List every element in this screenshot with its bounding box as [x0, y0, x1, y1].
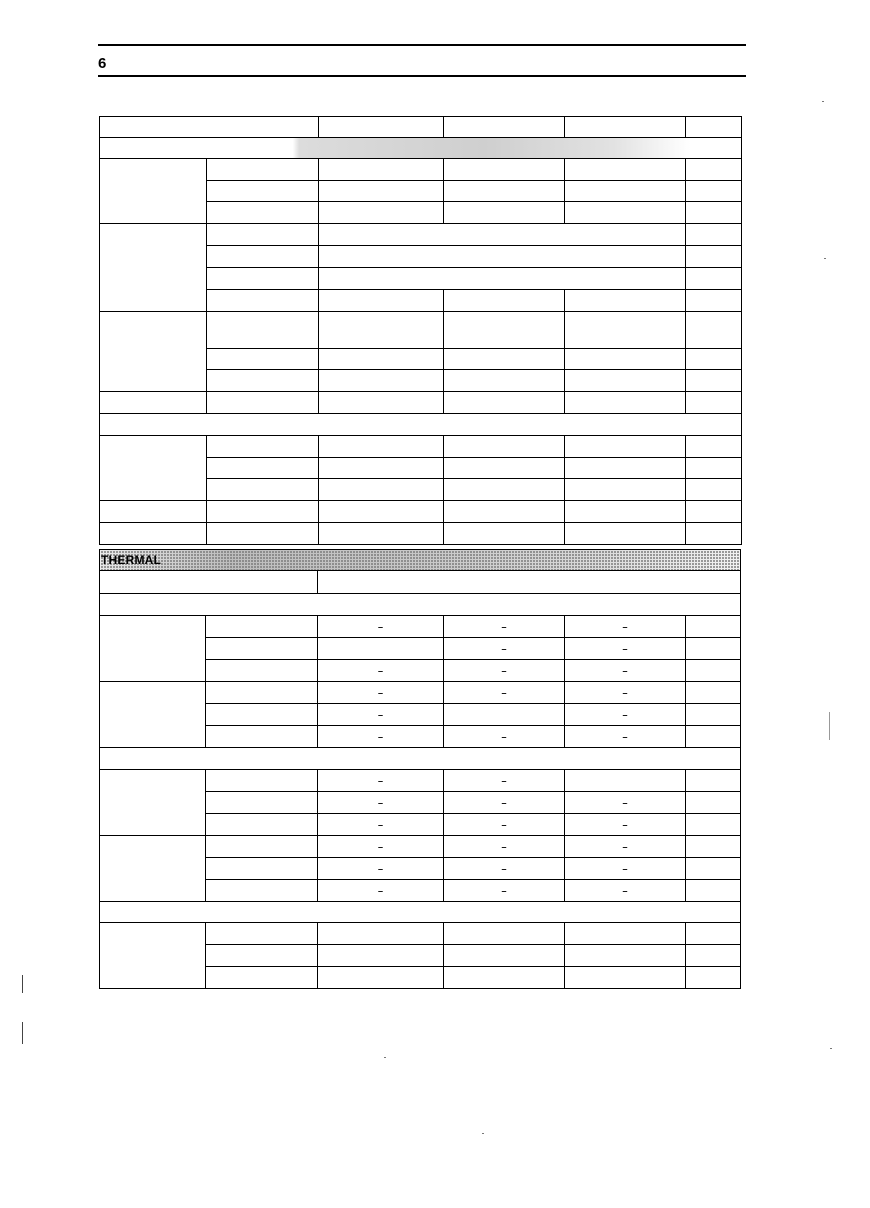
dash-mark: – — [377, 863, 383, 874]
table-cell — [318, 660, 444, 682]
table-cell — [318, 770, 444, 792]
table-cell — [444, 181, 565, 202]
table-cell — [565, 792, 686, 814]
table-cell — [206, 792, 318, 814]
table-cell — [565, 159, 686, 181]
table-cell — [206, 704, 318, 726]
table-cell — [686, 370, 742, 392]
table-cell — [319, 224, 686, 246]
dash-mark: – — [377, 665, 383, 676]
table-cell — [319, 159, 444, 181]
table-cell — [565, 682, 686, 704]
table-cell — [686, 246, 742, 268]
table-cell — [565, 814, 686, 836]
table-cell — [565, 967, 686, 989]
table-cell — [319, 312, 444, 349]
dash-mark: – — [622, 665, 628, 676]
spanning-row — [100, 748, 741, 770]
table-cell — [444, 704, 565, 726]
table-cell — [565, 770, 686, 792]
table-cell — [565, 836, 686, 858]
table-cell — [565, 312, 686, 349]
dash-mark: – — [501, 841, 507, 852]
dash-mark: – — [501, 665, 507, 676]
header-rule-top — [98, 44, 746, 46]
table-cell — [444, 290, 565, 312]
table-cell — [686, 726, 741, 748]
table-row — [100, 392, 742, 414]
table-cell — [686, 616, 741, 638]
table-cell — [686, 392, 742, 414]
table-cell — [444, 923, 565, 945]
table-cell — [686, 945, 741, 967]
table-cell — [206, 945, 318, 967]
table-cell — [444, 370, 565, 392]
table-cell — [686, 770, 741, 792]
table-cell — [206, 967, 318, 989]
table-cell — [565, 392, 686, 414]
table-cell — [206, 682, 318, 704]
table-cell — [444, 616, 565, 638]
dash-mark: – — [377, 775, 383, 786]
table-cell — [686, 479, 742, 501]
table-cell — [565, 880, 686, 902]
table-cell — [565, 945, 686, 967]
dash-mark: – — [377, 709, 383, 720]
shaded-section-row — [100, 138, 742, 159]
dash-mark: – — [622, 709, 628, 720]
header-cell — [565, 117, 686, 138]
table-cell — [686, 436, 742, 458]
table-cell — [444, 159, 565, 181]
table-cell — [444, 682, 565, 704]
table-cell — [206, 616, 318, 638]
table-cell — [565, 858, 686, 880]
table-cell — [686, 181, 742, 202]
dash-mark: – — [622, 687, 628, 698]
table-cell — [565, 638, 686, 660]
table-cell — [100, 523, 207, 545]
table-row — [100, 501, 742, 523]
table-row — [100, 616, 741, 638]
page-number: 6 — [98, 55, 107, 72]
table-cell — [686, 682, 741, 704]
header-cell — [686, 117, 742, 138]
table-cell — [206, 770, 318, 792]
group-label-cell — [100, 770, 206, 836]
table-cell — [319, 349, 444, 370]
table-cell — [319, 501, 444, 523]
table-cell — [565, 370, 686, 392]
table-cell — [207, 436, 319, 458]
table-cell — [206, 660, 318, 682]
table-cell — [207, 181, 319, 202]
table-cell — [565, 704, 686, 726]
table-row — [100, 770, 741, 792]
scan-mark — [22, 1022, 23, 1044]
table-cell — [444, 967, 565, 989]
table-cell — [318, 792, 444, 814]
group-label-cell — [100, 616, 206, 682]
table-cell — [206, 880, 318, 902]
table-row — [100, 523, 742, 545]
group-label-cell — [100, 923, 206, 989]
table-cell — [318, 945, 444, 967]
table-cell — [100, 594, 741, 616]
dash-mark: – — [377, 841, 383, 852]
dash-mark: – — [501, 687, 507, 698]
table-cell — [565, 726, 686, 748]
scan-speck — [830, 1048, 832, 1049]
table-cell — [100, 414, 742, 436]
table-cell — [319, 268, 686, 290]
table-cell — [318, 836, 444, 858]
table-cell — [444, 392, 565, 414]
table-cell — [444, 836, 565, 858]
table-cell — [686, 349, 742, 370]
shaded-section-band — [100, 138, 742, 159]
table-cell — [686, 159, 742, 181]
dash-mark: – — [501, 731, 507, 742]
dash-mark: – — [501, 643, 507, 654]
table-cell — [686, 858, 741, 880]
table-cell — [319, 436, 444, 458]
dash-mark: – — [622, 819, 628, 830]
table-cell — [565, 616, 686, 638]
table-cell — [686, 268, 742, 290]
dash-mark: – — [622, 885, 628, 896]
table-cell — [565, 479, 686, 501]
table-header-row — [100, 117, 742, 138]
table-cell — [444, 349, 565, 370]
table-cell — [207, 290, 319, 312]
dash-mark: – — [501, 819, 507, 830]
dash-mark: – — [377, 687, 383, 698]
table-cell — [318, 682, 444, 704]
scan-speck — [384, 1057, 386, 1058]
table-cell — [207, 392, 319, 414]
table-cell — [686, 923, 741, 945]
dash-mark: – — [501, 863, 507, 874]
table-cell — [686, 704, 741, 726]
table-cell — [207, 458, 319, 479]
group-label-cell — [100, 436, 207, 501]
group-label-cell — [100, 836, 206, 902]
table-cell — [207, 349, 319, 370]
table-cell — [206, 836, 318, 858]
table-cell — [444, 523, 565, 545]
dash-mark: – — [501, 775, 507, 786]
table-cell — [565, 523, 686, 545]
table-cell — [319, 392, 444, 414]
dash-mark: – — [501, 797, 507, 808]
table-cell — [565, 181, 686, 202]
table-cell — [565, 290, 686, 312]
table-row — [100, 682, 741, 704]
table-cell — [444, 638, 565, 660]
table-cell — [444, 858, 565, 880]
dash-mark: – — [622, 643, 628, 654]
dash-mark: – — [622, 731, 628, 742]
group-label-cell — [100, 224, 207, 312]
scan-mark — [22, 975, 23, 993]
table-cell — [207, 370, 319, 392]
header-cell — [319, 117, 444, 138]
table-cell — [686, 638, 741, 660]
table-cell — [319, 202, 444, 224]
table-cell — [686, 290, 742, 312]
table-cell — [100, 748, 741, 770]
table-cell — [318, 814, 444, 836]
spanning-row — [100, 414, 742, 436]
table-cell — [206, 726, 318, 748]
table-cell — [686, 836, 741, 858]
table-row — [100, 224, 742, 246]
table-cell — [565, 436, 686, 458]
scan-speck — [824, 258, 826, 259]
table-cell — [206, 638, 318, 660]
table-cell — [686, 792, 741, 814]
dash-mark: – — [377, 885, 383, 896]
table-cell — [207, 224, 319, 246]
scan-mark — [829, 712, 830, 740]
thermal-section-header — [100, 550, 741, 571]
spanning-row — [100, 902, 741, 923]
table-cell — [444, 479, 565, 501]
table-cell — [318, 967, 444, 989]
table-cell — [565, 458, 686, 479]
table-cell — [319, 370, 444, 392]
table-cell — [319, 458, 444, 479]
table-row — [100, 159, 742, 181]
header-rule-bottom — [98, 75, 746, 77]
table-cell — [686, 224, 742, 246]
dash-mark: – — [622, 621, 628, 632]
table-cell — [444, 458, 565, 479]
table-cell — [565, 923, 686, 945]
table-cell — [207, 501, 319, 523]
table-cell — [100, 501, 207, 523]
table-cell — [318, 880, 444, 902]
table-cell — [319, 479, 444, 501]
table-cell — [686, 967, 741, 989]
table-cell — [686, 202, 742, 224]
table-cell — [319, 523, 444, 545]
table-cell — [318, 638, 444, 660]
table-row — [100, 571, 741, 594]
table-cell — [686, 501, 742, 523]
table-cell — [100, 902, 741, 923]
table-cell — [565, 501, 686, 523]
table-cell — [444, 814, 565, 836]
dash-mark: – — [377, 819, 383, 830]
table-cell — [686, 880, 741, 902]
table-cell — [100, 550, 741, 571]
table-cell — [444, 945, 565, 967]
table-cell — [565, 202, 686, 224]
dash-mark: – — [501, 621, 507, 632]
table-cell — [318, 616, 444, 638]
table-cell — [207, 479, 319, 501]
header-cell — [444, 117, 565, 138]
table-cell — [686, 660, 741, 682]
table-cell — [444, 202, 565, 224]
dash-mark: – — [377, 621, 383, 632]
table-cell — [686, 312, 742, 349]
group-label-cell — [100, 682, 206, 748]
table-cell — [207, 246, 319, 268]
table-cell — [444, 312, 565, 349]
table-cell — [444, 792, 565, 814]
scan-speck — [482, 1133, 484, 1134]
dash-mark: – — [622, 841, 628, 852]
table-cell — [444, 726, 565, 748]
table-cell — [207, 202, 319, 224]
table-row — [100, 312, 742, 349]
table-row — [100, 923, 741, 945]
table-row — [100, 436, 742, 458]
table-cell — [318, 923, 444, 945]
section-title: THERMAL — [101, 552, 162, 567]
thermal-table — [99, 549, 741, 989]
header-cell — [100, 117, 319, 138]
table-cell — [207, 268, 319, 290]
table-cell — [565, 349, 686, 370]
dash-mark: – — [377, 731, 383, 742]
table-cell — [319, 181, 444, 202]
table-cell — [207, 523, 319, 545]
table-cell — [319, 246, 686, 268]
table-cell — [444, 660, 565, 682]
table-cell — [686, 523, 742, 545]
table-cell — [318, 858, 444, 880]
table-cell — [319, 290, 444, 312]
table-cell — [444, 770, 565, 792]
table-cell — [100, 571, 318, 594]
table-cell — [444, 880, 565, 902]
dash-mark: – — [622, 863, 628, 874]
spanning-row — [100, 594, 741, 616]
table-cell — [444, 501, 565, 523]
table-cell — [686, 814, 741, 836]
scan-speck — [822, 101, 824, 102]
dash-mark: – — [377, 797, 383, 808]
table-cell — [565, 660, 686, 682]
table-cell — [207, 159, 319, 181]
table-cell — [206, 814, 318, 836]
dash-mark: – — [501, 885, 507, 896]
table-cell — [207, 312, 319, 349]
group-label-cell — [100, 159, 207, 224]
upper-table — [99, 116, 742, 545]
table-cell — [100, 392, 207, 414]
group-label-cell — [100, 312, 207, 392]
table-cell — [318, 704, 444, 726]
table-row — [100, 836, 741, 858]
table-cell — [206, 923, 318, 945]
table-cell — [444, 436, 565, 458]
table-cell — [686, 458, 742, 479]
dash-mark: – — [622, 797, 628, 808]
table-cell — [318, 571, 741, 594]
table-cell — [206, 858, 318, 880]
table-cell — [318, 726, 444, 748]
